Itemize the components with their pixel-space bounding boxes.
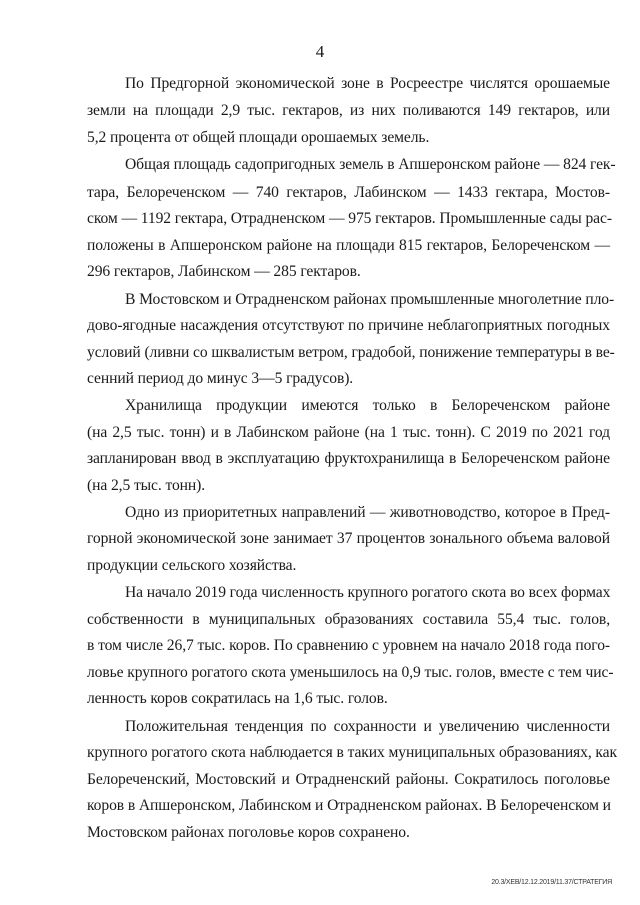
paragraph-2-line-2: тара, Белореченском — 740 гектаров, Лабинском — 1433 гектара, Мостов- bbox=[87, 184, 610, 201]
paragraph-1-line-1: По Предгорной экономической зоне в Росреестре числятся орошаемые bbox=[125, 75, 610, 92]
paragraph-1-line-2: земли на площади 2,9 тыс. гектаров, из них поливаются 149 гектаров, или bbox=[87, 102, 610, 119]
paragraph-7-line-4: коров в Апшеронском, Лабинском и Отрадненском районах. В Белореченском и bbox=[87, 797, 611, 814]
paragraph-6-line-1: На начало 2019 года численность крупного рогатого скота во всех формах bbox=[125, 584, 611, 601]
paragraph-6-line-5: ленность коров сократилась на 1,6 тыс. голов. bbox=[87, 690, 388, 707]
document-footer-stamp: 20.3/XEB/12.12.2019/11.37/СТРАТЕГИЯ bbox=[491, 879, 612, 886]
paragraph-4-line-3: запланирован ввод в эксплуатацию фруктохранилища в Белореченском районе bbox=[87, 450, 610, 467]
paragraph-2-line-3: ском — 1192 гектара, Отрадненском — 975 гектаров. Промышленные сады рас- bbox=[87, 210, 612, 227]
paragraph-7-line-3: Белореченский, Мостовский и Отрадненский районы. Сократилось поголовье bbox=[87, 771, 610, 788]
paragraph-5-line-3: продукции сельского хозяйства. bbox=[87, 557, 297, 574]
paragraph-3-line-2: дово-ягодные насаждения отсутствуют по причине неблагоприятных погодных bbox=[87, 317, 610, 334]
paragraph-6-line-4: ловье крупного рогатого скота уменьшилось на 0,9 тыс. голов, вместе с тем чис- bbox=[87, 664, 614, 681]
page-number: 4 bbox=[315, 42, 325, 61]
paragraph-6-line-2: собственности в муниципальных образованиях составила 55,4 тыс. голов, bbox=[87, 611, 610, 628]
paragraph-3-line-4: сенний период до минус 3—5 градусов). bbox=[87, 370, 354, 387]
paragraph-5-line-1: Одно из приоритетных направлений — животноводство, которое в Пред- bbox=[125, 504, 610, 521]
paragraph-6-line-3: в том числе 26,7 тыс. коров. По сравнению с уровнем на начало 2018 года пого- bbox=[87, 637, 610, 654]
paragraph-4-line-4: (на 2,5 тыс. тонн). bbox=[87, 477, 206, 494]
paragraph-3-line-3: условий (ливни со шквалистым ветром, градобой, понижение температуры в ве- bbox=[87, 344, 615, 361]
paragraph-3-line-1: В Мостовском и Отрадненском районах промышленные многолетние пло- bbox=[125, 291, 615, 308]
paragraph-7-line-2: крупного рогатого скота наблюдается в таких муниципальных образованиях, как bbox=[87, 744, 617, 761]
paragraph-4-line-1: Хранилища продукции имеются только в Белореченском районе bbox=[125, 397, 610, 414]
paragraph-7-line-1: Положительная тенденция по сохранности и увеличению численности bbox=[125, 718, 610, 735]
paragraph-4-line-2: (на 2,5 тыс. тонн) и в Лабинском районе (на 1 тыс. тонн). С 2019 по 2021 год bbox=[87, 424, 610, 441]
paragraph-5-line-2: горной экономической зоне занимает 37 процентов зонального объема валовой bbox=[87, 530, 610, 547]
paragraph-2-line-4: положены в Апшеронском районе на площади 815 гектаров, Белореченском — bbox=[87, 237, 610, 254]
paragraph-7-line-5: Мостовском районах поголовье коров сохранено. bbox=[87, 824, 410, 841]
paragraph-2-line-5: 296 гектаров, Лабинском — 285 гектаров. bbox=[87, 263, 361, 280]
paragraph-1-line-3: 5,2 процента от общей площади орошаемых земель. bbox=[87, 129, 430, 146]
paragraph-2-line-1: Общая площадь садопригодных земель в Апшеронском районе — 824 гек- bbox=[125, 156, 616, 173]
